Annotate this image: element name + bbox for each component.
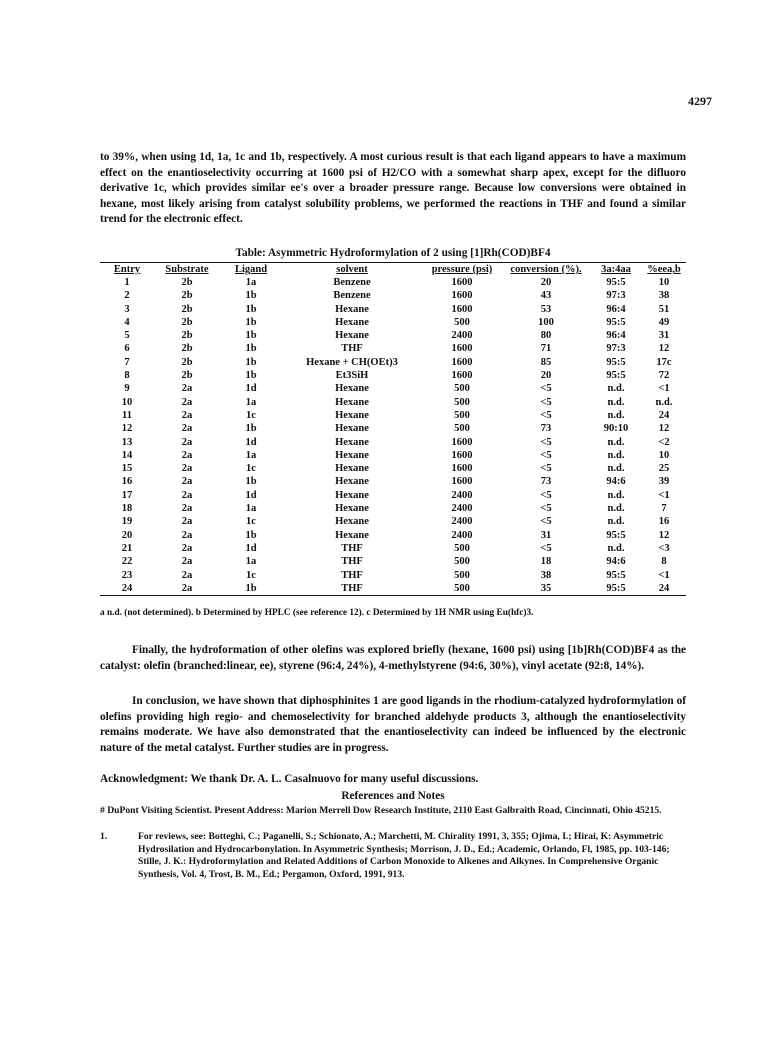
table-cell: 2a [181,529,193,541]
table-cell: <5 [540,542,552,554]
table-cell: <1 [658,489,670,501]
table-row [100,515,686,528]
table-cell: 7 [661,503,667,515]
table-row [100,475,686,488]
table-cell: 500 [454,316,470,328]
reference-text: For reviews, see: Botteghi, C.; Paganelli, S.; Schionato, A.; Marchetti, M. Chirality 1991, 3, 355; Ojima, I.; Hirai, K: Asymmetric Hydrosilation and Hydrocarbonylation. In Asymmetric Synthesis; Morrison, J. D., Ed.; Academic, Orlando, Fl, 1985, pp. 103-146; Stille, J. K.: Hydroformylation and Related Additions of Carbon Monoxide to Alkenes and Alkynes. In Comprehensive Organic Synthesis, Vol. 4, Trost, B. M., Ed.; Pergamon, Oxford, 1991, 913. [138,831,670,880]
table-cell: 2a [181,409,193,421]
table-cell: 96:4 [606,330,626,342]
table-cell: n.d. [607,436,625,448]
table-cell: 31 [540,529,552,541]
table-row [100,409,686,422]
table-header-row [100,263,686,277]
table-cell: 500 [454,556,470,568]
table-cell: Hexane [335,396,369,408]
table-cell: 97:3 [606,290,626,302]
table-cell: 96:4 [606,303,626,315]
table-cell: n.d. [655,396,673,408]
table-cell: 94:6 [606,476,626,488]
table-cell: THF [282,582,422,596]
table-cell: 1d [245,542,257,554]
table-cell: 24 [642,582,686,596]
table-cell: 500 [454,409,470,421]
table-cell: Hexane + CH(OEt)3 [306,356,398,368]
reference-note: # DuPont Visiting Scientist. Present Address: Marion Merrell Dow Research Institute, 2110 East Galbraith Road, Cincinnati, Ohio 45215. [100,805,662,816]
table-cell: 1b [245,356,257,368]
table-cell: 1600 [451,343,473,355]
table-cell: 17 [121,489,133,501]
table-cell: 72 [658,370,670,382]
table-row [100,316,686,329]
table-cell: 1a [245,556,257,568]
table-cell: <5 [540,436,552,448]
table-cell: 11 [122,409,132,421]
table-cell: 2b [181,330,193,342]
column-header: 3a:4aa [590,263,642,277]
table-cell: 38 [658,290,670,302]
table-cell: <5 [540,449,552,461]
table-cell: <2 [658,436,670,448]
table-row [100,356,686,369]
table-cell: 1b [245,370,257,382]
table-cell: 2a [181,556,193,568]
table-cell: 2a [181,516,193,528]
table-cell: 2b [181,356,193,368]
table-cell: 500 [422,582,502,596]
table-cell: <5 [540,516,552,528]
column-header: Substrate [154,263,220,277]
table-cell: 94:6 [606,556,626,568]
table-cell: 15 [121,463,133,475]
table-row [100,303,686,316]
table-cell: 1b [245,476,257,488]
table-cell: Hexane [335,463,369,475]
table-cell: 1600 [451,476,473,488]
table-cell: 2a [181,542,193,554]
table-cell: 21 [121,542,133,554]
table-cell: n.d. [607,503,625,515]
table-cell: 97:3 [606,343,626,355]
table-cell: 1b [245,529,257,541]
table-cell: Hexane [335,436,369,448]
table-cell: 1b [245,316,257,328]
table-row [100,489,686,502]
table-cell: 500 [454,396,470,408]
table-cell: 2b [181,316,193,328]
table-cell: <5 [540,383,552,395]
table-cell: 13 [121,436,133,448]
table-cell: 2a [181,423,193,435]
table-cell: 17c [656,356,672,368]
table-row [100,462,686,475]
table-cell: 95:5 [606,370,626,382]
table-cell: 1600 [451,370,473,382]
table-row [100,329,686,342]
table-cell: 71 [540,343,552,355]
table-cell: 2a [181,569,193,581]
table-cell: 20 [540,277,552,288]
table-cell: 2400 [451,330,473,342]
table-cell: 1600 [451,449,473,461]
table-cell: 1600 [451,303,473,315]
table-cell: 49 [658,316,670,328]
column-header: pressure (psi) [422,263,502,277]
table-cell: 9 [124,383,130,395]
column-header: Entry [100,263,154,277]
table-row [100,369,686,382]
body-paragraph-1: to 39%, when using 1d, 1a, 1c and 1b, respectively. A most curious result is that each ligand appears to have a maximum effect on the enantioselectivity occurring at 1600 psi of H2/CO with a somewhat sharp apex, except for the difluoro derivative 1c, which provides similar ee's over a broader pressure range. Because low conversions were obtained in hexane, most likely arising from catalyst solubility problems, we performed the reactions in THF and found a similar trend for the electronic effect. [100,151,686,226]
acknowledgment-label: Acknowledgment: [100,773,188,785]
table-cell: 12 [658,529,670,541]
table-row [100,422,686,435]
table-cell: 19 [121,516,133,528]
table-cell: n.d. [607,489,625,501]
table-cell: 8 [124,370,130,382]
table-cell: 95:5 [606,356,626,368]
table-row [100,555,686,568]
table-row [100,569,686,582]
table-cell: 18 [540,556,552,568]
table-cell: 1600 [451,356,473,368]
table-cell: 2400 [451,529,473,541]
table-cell: 95:5 [590,582,642,596]
table-cell: Benzene [333,277,371,288]
table-cell: Hexane [335,409,369,421]
table-cell: 10 [121,396,133,408]
acknowledgment [100,773,686,785]
table-cell: 500 [454,383,470,395]
table-cell: <5 [540,396,552,408]
table-cell: 500 [454,569,470,581]
table-cell: Hexane [335,303,369,315]
table-cell: 2a [181,489,193,501]
table-cell: THF [341,569,363,581]
table-cell: 14 [121,449,133,461]
column-header: %eea,b [642,263,686,277]
body-paragraph-2: Finally, the hydroformation of other olefins was explored briefly (hexane, 1600 psi) using [1b]Rh(COD)BF4 as the catalyst: olefin (branched:linear, ee), styrene (96:4, 24%), 4-methylstyrene (94:6, 30%), vinyl acetate (92:8, 14%). [100,644,686,672]
table-cell: Benzene [333,290,371,302]
table-cell: 73 [540,423,552,435]
table-cell: 31 [658,330,670,342]
table-cell: 2b [181,370,193,382]
table-row [100,542,686,555]
table-cell: 1b [245,303,257,315]
table-cell: Hexane [335,330,369,342]
table-row [100,502,686,515]
table-cell: Et3SiH [335,370,369,382]
table-cell: Hexane [335,476,369,488]
table-cell: n.d. [607,542,625,554]
table-cell: 23 [121,569,133,581]
table-cell: 1600 [451,277,473,288]
table-cell: 1d [245,489,257,501]
table-cell: 1b [245,290,257,302]
table-cell: 2400 [451,503,473,515]
table-caption: Table: Asymmetric Hydroformylation of 2 using [1]Rh(COD)BF4 [235,247,551,259]
table-cell: 95:5 [606,316,626,328]
table-cell: 500 [454,542,470,554]
table-cell: 43 [540,290,552,302]
table-cell: 1a [245,396,257,408]
table-cell: n.d. [607,449,625,461]
table-cell: <1 [658,383,670,395]
table-cell: 1b [220,582,282,596]
table-cell: 12 [121,423,133,435]
table-cell: n.d. [607,463,625,475]
table-cell: 80 [540,330,552,342]
table-cell: 90:10 [603,423,629,435]
table-cell: 2a [154,582,220,596]
table-cell: 2b [181,343,193,355]
table-cell: n.d. [607,409,625,421]
table-cell: 8 [661,556,667,568]
table-cell: 51 [658,303,670,315]
table-cell: <5 [540,409,552,421]
table-cell: n.d. [607,383,625,395]
acknowledgment-text: We thank Dr. A. L. Casalnuovo for many useful discussions. [190,773,479,785]
table-cell: 39 [658,476,670,488]
table-cell: 38 [540,569,552,581]
table-footnote: a n.d. (not determined). b Determined by HPLC (see reference 12). c Determined by 1H NMR using Eu(hfc)3. [100,608,534,618]
table-row [100,582,686,596]
table-cell: Hexane [335,423,369,435]
table-cell: 53 [540,303,552,315]
table-cell: n.d. [607,516,625,528]
table-cell: 10 [658,277,670,288]
table-cell: 6 [124,343,130,355]
table-cell: 22 [121,556,133,568]
table-cell: 1a [245,503,257,515]
table-cell: 2b [181,290,193,302]
table-cell: THF [341,556,363,568]
table-cell: Hexane [335,449,369,461]
table-cell: 5 [124,330,130,342]
table-cell: 12 [658,343,670,355]
table-cell: 95:5 [606,569,626,581]
table-cell: 1 [124,277,130,288]
table-cell: 2a [181,503,193,515]
table-cell: 2b [181,303,193,315]
table-cell: 1b [245,330,257,342]
table-row [100,436,686,449]
table-cell: 24 [658,409,670,421]
table-cell: 1600 [451,463,473,475]
table-cell: 1b [245,423,257,435]
table-cell: 1a [245,277,257,288]
table-cell: 1600 [451,290,473,302]
table-cell: 2a [181,436,193,448]
table-cell: n.d. [607,396,625,408]
table-cell: 1a [245,449,257,461]
reference-number: 1. [100,831,108,842]
table-cell: THF [341,542,363,554]
table-cell: 24 [100,582,154,596]
table-cell: 1d [245,383,257,395]
table-cell: 95:5 [606,277,626,288]
table-cell: <3 [658,542,670,554]
table-cell: 2a [181,383,193,395]
references-heading: References and Notes [341,790,445,802]
table-cell: 18 [121,503,133,515]
table-cell: 2a [181,396,193,408]
table-cell: 95:5 [606,529,626,541]
table-cell: 2a [181,476,193,488]
table-cell: Hexane [335,383,369,395]
table-cell: 100 [538,316,554,328]
table-row [100,276,686,289]
table-row [100,396,686,409]
table-cell: 16 [121,476,133,488]
page-number: 4297 [688,94,712,108]
table-cell: 2a [181,463,193,475]
table-cell: 20 [540,370,552,382]
column-header: conversion (%). [502,263,590,277]
table-cell: 2a [181,449,193,461]
table-cell: 1c [246,569,256,581]
table-cell: 2 [124,290,130,302]
table-row [100,342,686,355]
table-cell: <5 [540,489,552,501]
table-row [100,289,686,302]
table-cell: 500 [454,423,470,435]
table-cell: 2400 [451,516,473,528]
table-cell: 7 [124,356,130,368]
table-cell: Hexane [335,529,369,541]
table-cell: 2b [181,277,193,288]
table-cell: 20 [121,529,133,541]
table-cell: 1d [245,436,257,448]
table-cell: 85 [540,356,552,368]
table-cell: 35 [502,582,590,596]
table-cell: Hexane [335,503,369,515]
table-cell: <5 [540,463,552,475]
table-cell: 1c [246,409,256,421]
table-cell: <1 [658,569,670,581]
table-cell: Hexane [335,516,369,528]
table-cell: 4 [124,316,130,328]
table-row [100,529,686,542]
table-cell: 1c [246,516,256,528]
table-cell: 16 [658,516,670,528]
table-cell: 1b [245,343,257,355]
table-cell: 2400 [451,489,473,501]
table-row [100,449,686,462]
table-cell: <5 [540,503,552,515]
table-cell: 1600 [451,436,473,448]
table-cell: THF [341,343,363,355]
table-cell: 1c [246,463,256,475]
reference-1 [100,831,686,881]
table-cell: Hexane [335,316,369,328]
table-cell: 25 [658,463,670,475]
table-cell: 3 [124,303,130,315]
column-header: Ligand [220,263,282,277]
body-paragraph-3: In conclusion, we have shown that diphosphinites 1 are good ligands in the rhodium-catalyzed hydroformylation of olefins providing high regio- and chemoselectivity for branched aldehyde products 3, although the enantioselectivity remains moderate. We have also demonstrated that the enantioselectivity can indeed be influenced by the electronic nature of the metal catalyst. Further studies are in progress. [100,695,686,754]
table-row [100,382,686,395]
table-cell: 12 [658,423,670,435]
table-cell: 73 [540,476,552,488]
table-cell: 10 [658,449,670,461]
table-cell: Hexane [335,489,369,501]
column-header: solvent [282,263,422,277]
results-table [100,262,686,596]
